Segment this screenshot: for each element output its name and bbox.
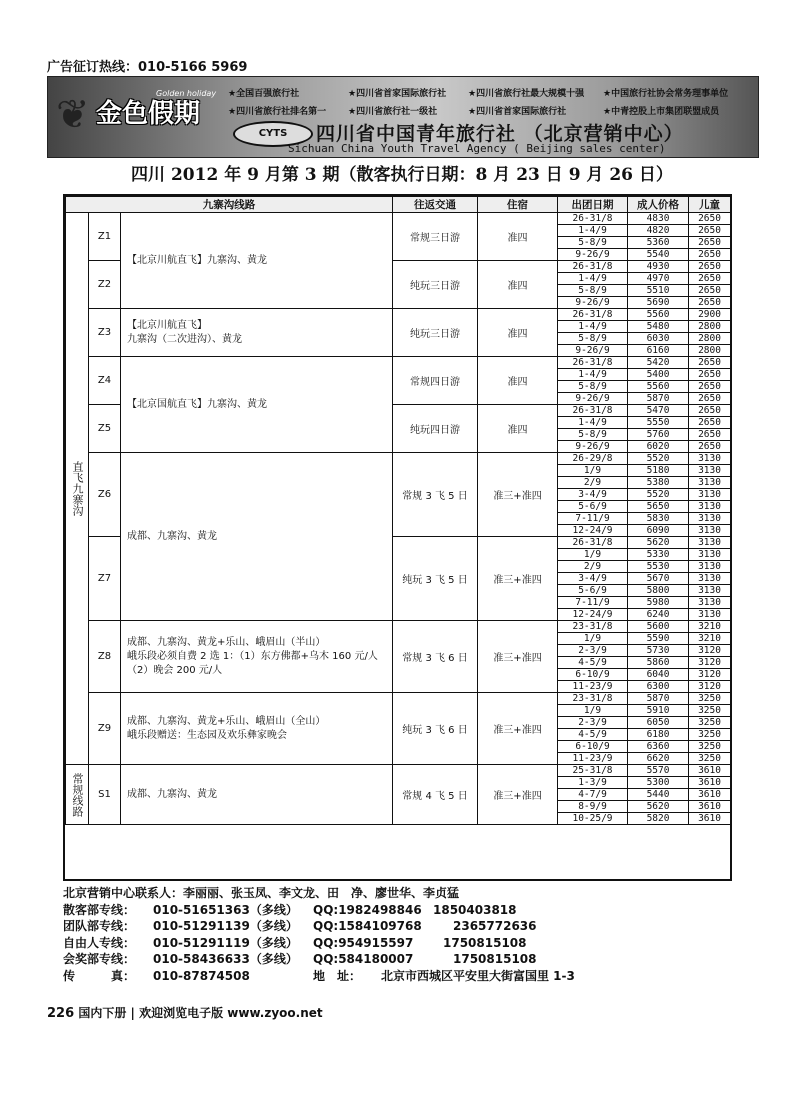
- category-label: 常规线路: [66, 765, 89, 825]
- departure-date: 12-24/9: [558, 525, 628, 537]
- departure-date: 4-7/9: [558, 789, 628, 801]
- adult-price: 6300: [628, 681, 689, 693]
- ad-hotline: 广告征订热线：010-5166 5969: [47, 60, 248, 75]
- child-price: 3610: [689, 801, 731, 813]
- line-phone: 010-51291119（多线）: [153, 935, 298, 950]
- table-row: [66, 357, 731, 369]
- contact-info: [63, 885, 743, 984]
- hotel: 准四: [478, 261, 558, 309]
- route-code: Z7: [89, 537, 121, 621]
- child-price: 2800: [689, 333, 731, 345]
- route-code: Z3: [89, 309, 121, 357]
- route-description: 成都、九寨沟、黄龙+乐山、峨眉山（全山） 峨乐段赠送：生态园及欢乐彝家晚会: [121, 693, 393, 765]
- adult-price: 6240: [628, 609, 689, 621]
- departure-date: 11-23/9: [558, 681, 628, 693]
- child-price: 3250: [689, 693, 731, 705]
- header-date: 出团日期: [558, 197, 628, 213]
- page-number: 226: [47, 1006, 75, 1021]
- departure-date: 1-4/9: [558, 273, 628, 285]
- page-slogan: 欢迎浏览电子版 www.zyoo.net: [139, 1006, 323, 1020]
- honor-item: ★全国百强旅行社: [228, 89, 300, 99]
- departure-date: 9-26/9: [558, 345, 628, 357]
- line-qq: QQ:584180007: [313, 952, 414, 966]
- departure-date: 5-8/9: [558, 237, 628, 249]
- adult-price: 5670: [628, 573, 689, 585]
- adult-price: 5690: [628, 297, 689, 309]
- child-price: 3130: [689, 585, 731, 597]
- adult-price: 5910: [628, 705, 689, 717]
- child-price: 2650: [689, 405, 731, 417]
- child-price: 3120: [689, 669, 731, 681]
- child-price: 2900: [689, 309, 731, 321]
- adult-price: 5730: [628, 645, 689, 657]
- child-price: 2650: [689, 369, 731, 381]
- departure-date: 5-6/9: [558, 585, 628, 597]
- child-price: 3250: [689, 705, 731, 717]
- child-price: 2650: [689, 237, 731, 249]
- route-description: 【北京川航直飞】九寨沟、黄龙: [121, 213, 393, 309]
- route-code: Z6: [89, 453, 121, 537]
- line-phone: 010-58436633（多线）: [153, 952, 298, 966]
- honor-item: ★四川省旅行社排名第一: [228, 107, 327, 117]
- hotel: 准三+准四: [478, 765, 558, 825]
- child-price: 3210: [689, 621, 731, 633]
- departure-date: 9-26/9: [558, 393, 628, 405]
- child-price: 2800: [689, 345, 731, 357]
- hotel: 准三+准四: [478, 453, 558, 537]
- adult-price: 5760: [628, 429, 689, 441]
- table-row: [66, 453, 731, 465]
- departure-date: 23-31/8: [558, 621, 628, 633]
- child-price: 3130: [689, 561, 731, 573]
- agency-name: 四川省中国青年旅行社 （北京营销中心）: [316, 123, 684, 145]
- child-price: 3130: [689, 549, 731, 561]
- departure-date: 1/9: [558, 465, 628, 477]
- adult-price: 5650: [628, 501, 689, 513]
- adult-price: 4930: [628, 261, 689, 273]
- adult-price: 6620: [628, 753, 689, 765]
- child-price: 2650: [689, 417, 731, 429]
- hotel: 准四: [478, 357, 558, 405]
- line-phone: 010-51651363（多线）: [153, 902, 298, 917]
- adult-price: 5440: [628, 789, 689, 801]
- route-code: Z5: [89, 405, 121, 453]
- adult-price: 6090: [628, 525, 689, 537]
- honor-item: ★中国旅行社协会常务理事单位: [603, 89, 729, 99]
- departure-date: 10-25/9: [558, 813, 628, 825]
- hotel: 准三+准四: [478, 693, 558, 765]
- child-price: 2650: [689, 429, 731, 441]
- address-label: 地 址：: [313, 968, 362, 983]
- departure-date: 25-31/8: [558, 765, 628, 777]
- adult-price: 5420: [628, 357, 689, 369]
- departure-date: 23-31/8: [558, 693, 628, 705]
- adult-price: 5620: [628, 801, 689, 813]
- adult-price: 5560: [628, 309, 689, 321]
- issue-title: 四川 2012 年 9 月第 3 期（散客执行日期：8 月 23 日 9 月 26 日）: [131, 165, 673, 185]
- table-row: [66, 765, 731, 777]
- adult-price: 5980: [628, 597, 689, 609]
- departure-date: 11-23/9: [558, 753, 628, 765]
- adult-price: 6020: [628, 441, 689, 453]
- child-price: 3610: [689, 777, 731, 789]
- child-price: 3130: [689, 537, 731, 549]
- child-price: 3120: [689, 645, 731, 657]
- adult-price: 6050: [628, 717, 689, 729]
- departure-date: 2-3/9: [558, 645, 628, 657]
- child-price: 2650: [689, 225, 731, 237]
- departure-date: 3-4/9: [558, 573, 628, 585]
- adult-price: 5870: [628, 393, 689, 405]
- adult-price: 5400: [628, 369, 689, 381]
- child-price: 3130: [689, 465, 731, 477]
- transport: 常规 3 飞 5 日: [393, 453, 478, 537]
- child-price: 3610: [689, 813, 731, 825]
- table-body: [66, 213, 731, 825]
- transport: 常规四日游: [393, 357, 478, 405]
- adult-price: 5180: [628, 465, 689, 477]
- honor-item: ★中青控股上市集团联盟成员: [603, 107, 720, 117]
- contact-line: [63, 902, 743, 919]
- line-qq: QQ:1982498846: [313, 902, 422, 917]
- price-table-container: [63, 194, 732, 881]
- honor-item: ★四川省旅行社最大规模十强: [468, 89, 585, 99]
- adult-price: 4830: [628, 213, 689, 225]
- line-label: 会奖部专线：: [63, 952, 136, 966]
- price-table: [65, 196, 731, 825]
- hotel: 准三+准四: [478, 621, 558, 693]
- adult-price: 5530: [628, 561, 689, 573]
- adult-price: 5870: [628, 693, 689, 705]
- adult-price: 5570: [628, 765, 689, 777]
- child-price: 2650: [689, 357, 731, 369]
- departure-date: 26-31/8: [558, 405, 628, 417]
- adult-price: 5380: [628, 477, 689, 489]
- child-price: 2650: [689, 381, 731, 393]
- line-extra: 1750815108: [453, 952, 537, 966]
- contact-fax-address: [63, 968, 743, 985]
- departure-date: 4-5/9: [558, 729, 628, 741]
- table-header-row: [66, 197, 731, 213]
- child-price: 3610: [689, 765, 731, 777]
- adult-price: 5520: [628, 489, 689, 501]
- transport: 常规 4 飞 5 日: [393, 765, 478, 825]
- header-transport: 往返交通: [393, 197, 478, 213]
- adult-price: 5540: [628, 249, 689, 261]
- route-description: 成都、九寨沟、黄龙: [121, 765, 393, 825]
- table-row: [66, 693, 731, 705]
- adult-price: 5330: [628, 549, 689, 561]
- brand-name: 金色假期: [96, 99, 201, 129]
- child-price: 3130: [689, 573, 731, 585]
- departure-date: 9-26/9: [558, 297, 628, 309]
- departure-date: 3-4/9: [558, 489, 628, 501]
- departure-date: 5-8/9: [558, 429, 628, 441]
- departure-date: 5-8/9: [558, 285, 628, 297]
- departure-date: 26-31/8: [558, 213, 628, 225]
- table-row: [66, 309, 731, 321]
- departure-date: 1-4/9: [558, 369, 628, 381]
- child-price: 3130: [689, 453, 731, 465]
- address-value: 北京市西城区平安里大街富国里 1-3: [381, 968, 575, 983]
- transport: 纯玩三日游: [393, 261, 478, 309]
- header-hotel: 住宿: [478, 197, 558, 213]
- contact-line: [63, 935, 743, 952]
- child-price: 3250: [689, 753, 731, 765]
- adult-price: 4820: [628, 225, 689, 237]
- separator: |: [130, 1006, 135, 1020]
- page-section: 国内下册: [78, 1006, 127, 1020]
- adult-price: 5520: [628, 453, 689, 465]
- adult-price: 5590: [628, 633, 689, 645]
- route-code: Z8: [89, 621, 121, 693]
- child-price: 3610: [689, 789, 731, 801]
- departure-date: 12-24/9: [558, 609, 628, 621]
- adult-price: 6160: [628, 345, 689, 357]
- brand-name-en: Golden holiday: [156, 89, 217, 98]
- honor-item: ★四川省首家国际旅行社: [468, 107, 567, 117]
- table-row: [66, 213, 731, 225]
- departure-date: 26-31/8: [558, 537, 628, 549]
- route-description: 成都、九寨沟、黄龙+乐山、峨眉山（半山） 峨乐段必须自费 2 选 1：（1）东方佛都+乌木 160 元/人（2）晚会 200 元/人: [121, 621, 393, 693]
- departure-date: 1-4/9: [558, 225, 628, 237]
- child-price: 3120: [689, 657, 731, 669]
- header-banner: [47, 76, 759, 158]
- transport: 纯玩三日游: [393, 309, 478, 357]
- adult-price: 5480: [628, 321, 689, 333]
- child-price: 3130: [689, 477, 731, 489]
- departure-date: 6-10/9: [558, 741, 628, 753]
- child-price: 3250: [689, 729, 731, 741]
- departure-date: 7-11/9: [558, 597, 628, 609]
- departure-date: 9-26/9: [558, 441, 628, 453]
- line-extra: 1850403818: [433, 902, 517, 917]
- adult-price: 5830: [628, 513, 689, 525]
- departure-date: 1-4/9: [558, 417, 628, 429]
- child-price: 3130: [689, 489, 731, 501]
- route-code: S1: [89, 765, 121, 825]
- departure-date: 26-31/8: [558, 309, 628, 321]
- departure-date: 26-31/8: [558, 261, 628, 273]
- child-price: 3120: [689, 681, 731, 693]
- child-price: 3130: [689, 513, 731, 525]
- transport: 常规 3 飞 6 日: [393, 621, 478, 693]
- departure-date: 2/9: [558, 561, 628, 573]
- adult-price: 5620: [628, 537, 689, 549]
- table-row: [66, 621, 731, 633]
- adult-price: 5300: [628, 777, 689, 789]
- route-description: 【北京国航直飞】九寨沟、黄龙: [121, 357, 393, 453]
- adult-price: 5470: [628, 405, 689, 417]
- line-qq: QQ:954915597: [313, 935, 414, 950]
- child-price: 3130: [689, 597, 731, 609]
- departure-date: 26-31/8: [558, 357, 628, 369]
- line-label: 散客部专线：: [63, 902, 136, 917]
- child-price: 2650: [689, 249, 731, 261]
- departure-date: 5-8/9: [558, 333, 628, 345]
- adult-price: 6030: [628, 333, 689, 345]
- child-price: 2800: [689, 321, 731, 333]
- honor-item: ★四川省旅行社一级社: [348, 107, 438, 117]
- hotel: 准四: [478, 213, 558, 261]
- adult-price: 5800: [628, 585, 689, 597]
- header-child-price: 儿童: [689, 197, 731, 213]
- child-price: 2650: [689, 441, 731, 453]
- departure-date: 26-29/8: [558, 453, 628, 465]
- route-code: Z2: [89, 261, 121, 309]
- route-description: 成都、九寨沟、黄龙: [121, 453, 393, 621]
- header-adult-price: 成人价格: [628, 197, 689, 213]
- departure-date: 7-11/9: [558, 513, 628, 525]
- brand-logo: [56, 87, 226, 143]
- adult-price: 5510: [628, 285, 689, 297]
- departure-date: 9-26/9: [558, 249, 628, 261]
- departure-date: 2-3/9: [558, 717, 628, 729]
- departure-date: 8-9/9: [558, 801, 628, 813]
- agency-name-en: Sichuan China Youth Travel Agency ( Beijing sales center): [288, 142, 666, 155]
- route-code: Z9: [89, 693, 121, 765]
- departure-date: 5-8/9: [558, 381, 628, 393]
- route-description: 【北京川航直飞】 九寨沟（二次进沟）、黄龙: [121, 309, 393, 357]
- transport: 纯玩 3 飞 6 日: [393, 693, 478, 765]
- child-price: 2650: [689, 285, 731, 297]
- butterfly-icon: ❦: [56, 92, 90, 138]
- departure-date: 1/9: [558, 633, 628, 645]
- line-label: 自由人专线：: [63, 935, 136, 950]
- contact-line: [63, 918, 743, 935]
- line-qq: QQ:1584109768: [313, 919, 422, 933]
- fax-number: 010-87874508: [153, 968, 250, 983]
- honor-item: ★四川省首家国际旅行社: [348, 89, 447, 99]
- line-extra: 1750815108: [443, 935, 527, 950]
- child-price: 2650: [689, 393, 731, 405]
- route-code: Z4: [89, 357, 121, 405]
- departure-date: 1/9: [558, 705, 628, 717]
- line-label: 团队部专线：: [63, 919, 136, 933]
- category-label: 直飞九寨沟: [66, 213, 89, 765]
- departure-date: 4-5/9: [558, 657, 628, 669]
- child-price: 3250: [689, 741, 731, 753]
- contact-line: [63, 951, 743, 968]
- adult-price: 5360: [628, 237, 689, 249]
- hotel: 准四: [478, 309, 558, 357]
- transport: 常规三日游: [393, 213, 478, 261]
- adult-price: 5820: [628, 813, 689, 825]
- child-price: 2650: [689, 273, 731, 285]
- agency-logo: CYTS: [233, 121, 313, 147]
- child-price: 2650: [689, 213, 731, 225]
- contact-people: 北京营销中心联系人：李丽丽、张玉凤、李文龙、田 净、廖世华、李贞猛: [63, 886, 460, 900]
- adult-price: 6360: [628, 741, 689, 753]
- adult-price: 6180: [628, 729, 689, 741]
- departure-date: 1-4/9: [558, 321, 628, 333]
- adult-price: 5600: [628, 621, 689, 633]
- child-price: 3210: [689, 633, 731, 645]
- departure-date: 5-6/9: [558, 501, 628, 513]
- header-route: 九寨沟线路: [66, 197, 393, 213]
- line-extra: 2365772636: [453, 919, 537, 933]
- adult-price: 5550: [628, 417, 689, 429]
- departure-date: 2/9: [558, 477, 628, 489]
- child-price: 3250: [689, 717, 731, 729]
- page-footer: [47, 1004, 323, 1021]
- adult-price: 5860: [628, 657, 689, 669]
- adult-price: 6040: [628, 669, 689, 681]
- hotel: 准四: [478, 405, 558, 453]
- child-price: 3130: [689, 609, 731, 621]
- child-price: 3130: [689, 501, 731, 513]
- hotel: 准三+准四: [478, 537, 558, 621]
- child-price: 2650: [689, 297, 731, 309]
- adult-price: 4970: [628, 273, 689, 285]
- transport: 纯玩四日游: [393, 405, 478, 453]
- route-code: Z1: [89, 213, 121, 261]
- adult-price: 5560: [628, 381, 689, 393]
- departure-date: 1/9: [558, 549, 628, 561]
- child-price: 2650: [689, 261, 731, 273]
- fax-label: 传 真：: [63, 968, 136, 983]
- line-phone: 010-51291139（多线）: [153, 919, 298, 933]
- child-price: 3130: [689, 525, 731, 537]
- departure-date: 6-10/9: [558, 669, 628, 681]
- departure-date: 1-3/9: [558, 777, 628, 789]
- transport: 纯玩 3 飞 5 日: [393, 537, 478, 621]
